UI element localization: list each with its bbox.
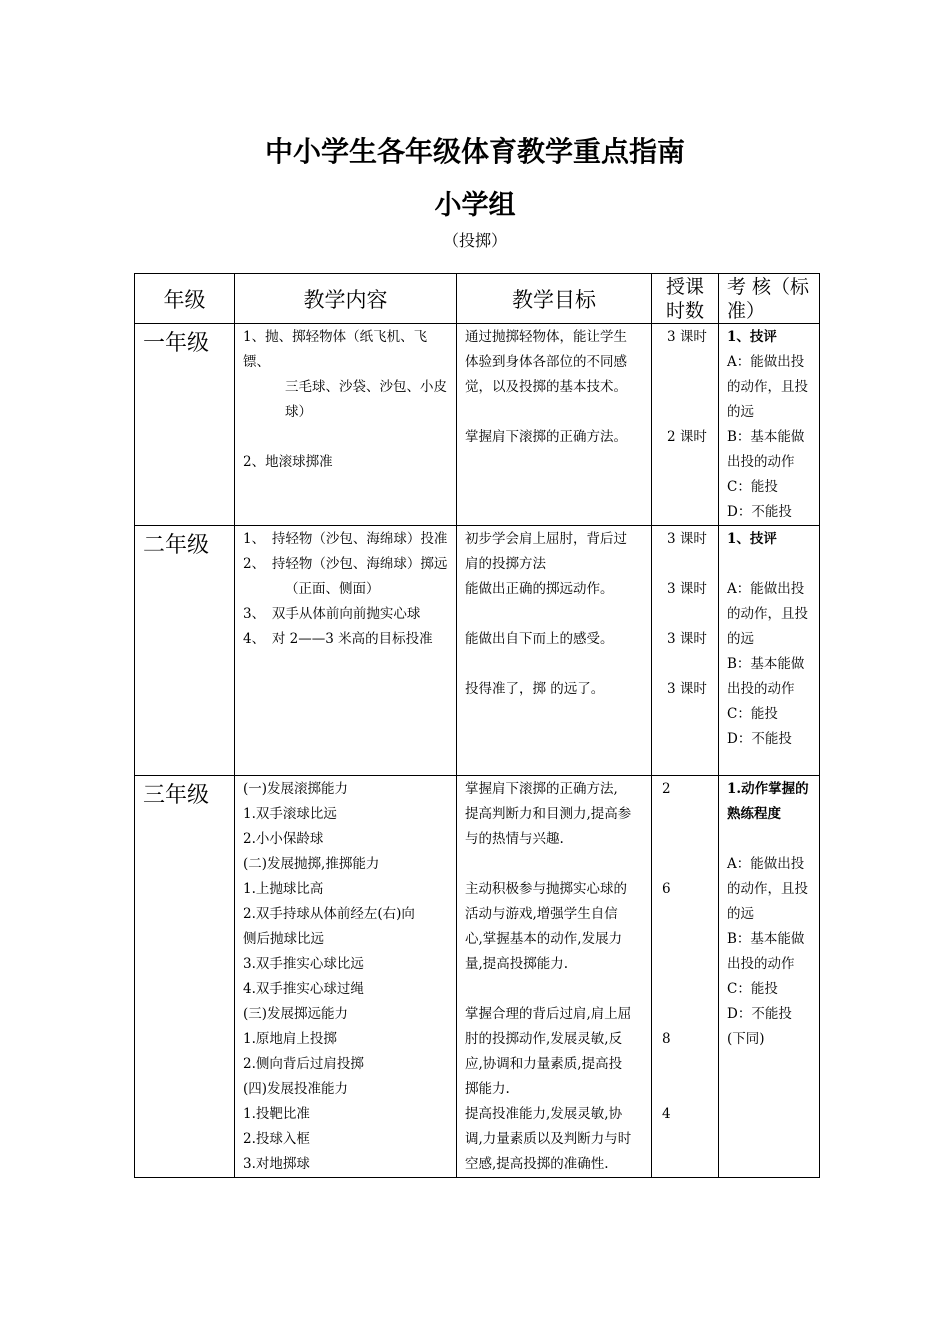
assessment-line: 的远: [727, 404, 754, 420]
goal-line: 体验到身体各部位的不同感: [465, 354, 627, 370]
assessment-cell: [719, 776, 820, 1178]
assessment-line: [727, 827, 813, 852]
hours-line: [662, 1052, 718, 1077]
goal-cell: [457, 324, 652, 526]
content-line: 4.双手推实心球过绳: [243, 981, 364, 997]
assessment-line: 出投的动作: [727, 956, 795, 972]
assessment-line: D：不能投: [727, 1006, 792, 1022]
content-line: 2.侧向背后过肩投掷: [243, 1056, 364, 1072]
assessment-line: C：能投: [727, 981, 778, 997]
assessment-line: 熟练程度: [727, 806, 781, 822]
content-line: 2.双手持球从体前经左(右)向: [243, 906, 415, 922]
goal-line: 提高判断力和目测力,提高参: [465, 806, 632, 822]
hours-line: [656, 652, 718, 677]
header-grade: 年级: [135, 274, 235, 324]
hours-line: [662, 927, 718, 952]
content-line: 1、抛、掷轻物体（纸飞机、飞镖、: [243, 329, 428, 370]
goal-line: [465, 652, 645, 677]
goal-line: 投得准了，掷 的远了。: [465, 681, 605, 697]
hours-line: 3 课时: [667, 681, 707, 697]
hours-line: [662, 977, 718, 1002]
assessment-line: B：基本能做: [727, 656, 805, 672]
content-line: 1.上抛球比高: [243, 881, 324, 897]
goal-line: [465, 400, 645, 425]
hours-line: 8: [662, 1031, 671, 1047]
content-line: 4、 对 2——3 米高的目标投准: [243, 631, 433, 647]
hours-line: 2: [662, 781, 671, 797]
content-line: 1、 持轻物（沙包、海绵球）投准: [243, 531, 448, 547]
assessment-line: B：基本能做: [727, 429, 805, 445]
assessment-line: C：能投: [727, 706, 778, 722]
assessment-line: 出投的动作: [727, 681, 795, 697]
hours-line: [656, 400, 718, 425]
assessment-line: B：基本能做: [727, 931, 805, 947]
goal-line: 活动与游戏,增强学生自信: [465, 906, 618, 922]
hours-line: [656, 350, 718, 375]
goal-cell: [457, 526, 652, 776]
hours-cell: [652, 526, 719, 776]
content-line: 三毛球、沙袋、沙包、小皮: [285, 379, 447, 395]
header-content: 教学内容: [235, 274, 457, 324]
assessment-line: [727, 552, 813, 577]
page-title: 中小学生各年级体育教学重点指南: [264, 135, 685, 168]
content-cell: [235, 776, 457, 1178]
hours-line: [656, 602, 718, 627]
header-hours: 授课时数: [652, 274, 719, 324]
assessment-line: (下同): [727, 1031, 765, 1047]
hours-line: 2 课时: [667, 429, 707, 445]
curriculum-table: [134, 273, 820, 1178]
assessment-line: 的动作，且投: [727, 379, 808, 395]
grade-cell: 二年级: [135, 526, 235, 776]
hours-cell: [652, 776, 719, 1178]
goal-line: 提高投准能力,发展灵敏,协: [465, 1106, 623, 1122]
content-line: 2、地滚球掷准: [243, 454, 333, 470]
content-line: (四)发展投准能力: [243, 1081, 349, 1097]
table-row: [135, 526, 820, 776]
goal-line: 初步学会肩上屈肘，背后过: [465, 531, 627, 547]
hours-line: [656, 552, 718, 577]
assessment-cell: [719, 324, 820, 526]
content-line: 1.原地肩上投掷: [243, 1031, 337, 1047]
content-line: 1.投靶比准: [243, 1106, 310, 1122]
hours-line: [662, 952, 718, 977]
goal-line: 心,掌握基本的动作,发展力: [465, 931, 623, 947]
page-subtitle: 小学组: [434, 190, 516, 221]
assessment-line: C：能投: [727, 479, 778, 495]
hours-line: [662, 802, 718, 827]
goal-line: [465, 602, 645, 627]
hours-line: [662, 1002, 718, 1027]
hours-line: [656, 375, 718, 400]
table-row: [135, 324, 820, 526]
goal-line: 能做出正确的掷远动作。: [465, 581, 614, 597]
hours-line: 3 课时: [667, 531, 707, 547]
hours-line: [662, 902, 718, 927]
grade-cell: 三年级: [135, 776, 235, 1178]
content-cell: [235, 526, 457, 776]
goal-line: [465, 977, 645, 1002]
header-goal: 教学目标: [457, 274, 652, 324]
assessment-line: D：不能投: [727, 731, 792, 747]
content-line: (一)发展滚掷能力: [243, 781, 349, 797]
header-assessment: 考 核（标准）: [719, 274, 820, 324]
content-line: 3.双手推实心球比远: [243, 956, 364, 972]
grade-cell: 一年级: [135, 324, 235, 526]
goal-line: 通过抛掷轻物体，能让学生: [465, 329, 627, 345]
content-line: 1.双手滚球比远: [243, 806, 337, 822]
hours-cell: [652, 324, 719, 526]
content-line: （正面、侧面）: [285, 581, 380, 597]
content-line: 2.投球入框: [243, 1131, 310, 1147]
assessment-line: A：能做出投: [727, 581, 805, 597]
hours-line: [662, 852, 718, 877]
hours-line: [662, 827, 718, 852]
goal-line: 掌握肩下滚掷的正确方法。: [465, 429, 627, 445]
goal-line: 掌握合理的背后过肩,肩上屈: [465, 1006, 632, 1022]
assessment-line: 的远: [727, 906, 754, 922]
hours-line: 3 课时: [667, 581, 707, 597]
goal-line: 空感,提高投掷的准确性.: [465, 1156, 609, 1172]
assessment-line: 的动作，且投: [727, 606, 808, 622]
assessment-line: 1.动作掌握的: [727, 781, 809, 797]
assessment-line: A：能做出投: [727, 856, 805, 872]
goal-line: 能做出自下而上的感受。: [465, 631, 614, 647]
content-line: [243, 425, 450, 450]
category-label: （投掷）: [442, 231, 507, 250]
assessment-line: 1、技评: [727, 531, 777, 547]
goal-line: 调,力量素质以及判断力与时: [465, 1131, 632, 1147]
content-line: 3.对地掷球: [243, 1156, 310, 1172]
goal-line: 量,提高投掷能力.: [465, 956, 569, 972]
goal-line: 与的热情与兴趣.: [465, 831, 564, 847]
content-line: (三)发展掷远能力: [243, 1006, 349, 1022]
content-line: 2、 持轻物（沙包、海绵球）掷远: [243, 556, 448, 572]
content-line: 3、 双手从体前向前抛实心球: [243, 606, 421, 622]
goal-line: 主动积极参与抛掷实心球的: [465, 881, 627, 897]
goal-line: 肩的投掷方法: [465, 556, 546, 572]
content-line: 2.小小保龄球: [243, 831, 324, 847]
assessment-line: 1、技评: [727, 329, 777, 345]
table-row: [135, 776, 820, 1178]
goal-line: 应,协调和力量素质,提高投: [465, 1056, 623, 1072]
goal-line: 掌握肩下滚掷的正确方法,: [465, 781, 618, 797]
content-line: 侧后抛球比远: [243, 931, 324, 947]
hours-line: 3 课时: [667, 329, 707, 345]
assessment-line: A：能做出投: [727, 354, 805, 370]
hours-line: 4: [662, 1106, 671, 1122]
assessment-line: D：不能投: [727, 504, 792, 520]
assessment-line: 出投的动作: [727, 454, 795, 470]
hours-line: 3 课时: [667, 631, 707, 647]
content-line: 球）: [285, 404, 312, 420]
hours-line: [662, 1077, 718, 1102]
goal-line: 觉，以及投掷的基本技术。: [465, 379, 627, 395]
table-header-row: [135, 274, 820, 324]
assessment-line: 的远: [727, 631, 754, 647]
goal-cell: [457, 776, 652, 1178]
assessment-line: 的动作，且投: [727, 881, 808, 897]
goal-line: [465, 852, 645, 877]
hours-line: 6: [662, 881, 671, 897]
goal-line: 掷能力.: [465, 1081, 510, 1097]
assessment-cell: [719, 526, 820, 776]
content-cell: [235, 324, 457, 526]
content-line: (二)发展抛掷,推掷能力: [243, 856, 380, 872]
goal-line: 肘的投掷动作,发展灵敏,反: [465, 1031, 623, 1047]
